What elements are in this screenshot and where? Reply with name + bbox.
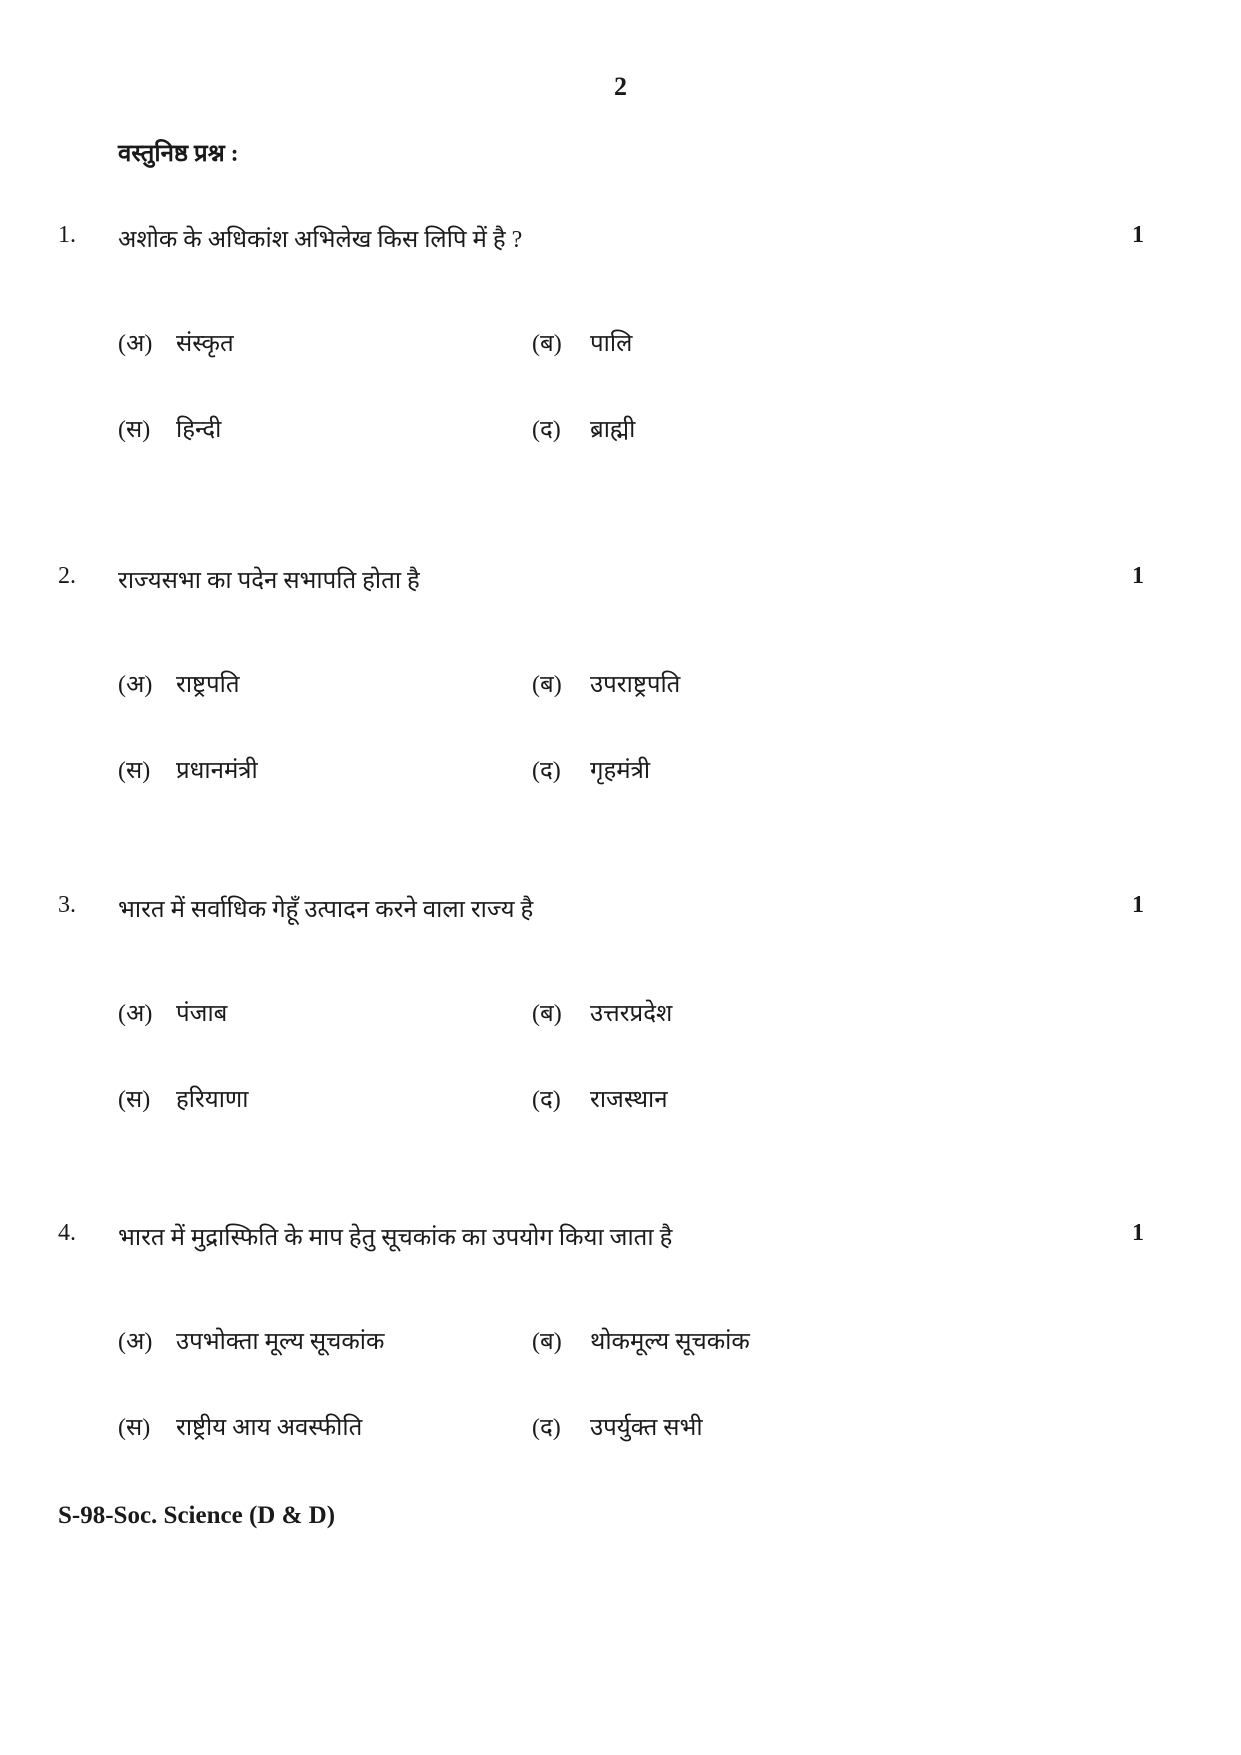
option-label: (अ) bbox=[118, 1329, 153, 1355]
option-label: (द) bbox=[532, 417, 561, 443]
option-label: (ब) bbox=[532, 1329, 562, 1355]
option-text: पालि bbox=[590, 331, 633, 357]
option-text: राष्ट्रपति bbox=[176, 672, 240, 698]
option-label: (द) bbox=[532, 1415, 561, 1441]
question-number: 3. bbox=[58, 892, 76, 918]
option-text: राष्ट्रीय आय अवस्फीति bbox=[176, 1415, 363, 1441]
question-4 bbox=[0, 1220, 1241, 1450]
option-d bbox=[532, 753, 650, 786]
question-marks: 1 bbox=[1132, 222, 1144, 248]
option-b bbox=[532, 326, 632, 359]
page-number: 2 bbox=[614, 72, 627, 101]
option-label: (अ) bbox=[118, 1001, 153, 1027]
option-label: (ब) bbox=[532, 1001, 562, 1027]
option-label: (स) bbox=[118, 1415, 151, 1441]
option-label: (अ) bbox=[118, 672, 153, 698]
option-a bbox=[118, 1324, 384, 1357]
option-text: उत्तरप्रदेश bbox=[590, 1001, 673, 1027]
question-marks: 1 bbox=[1132, 1220, 1144, 1246]
option-b bbox=[532, 996, 672, 1029]
options-list bbox=[0, 603, 1241, 793]
option-text: उपभोक्ता मूल्य सूचकांक bbox=[176, 1329, 385, 1355]
option-c bbox=[118, 1410, 362, 1443]
question-text: भारत में मुद्रास्फिति के माप हेतु सूचकांक का उपयोग किया जाता है bbox=[118, 1225, 673, 1251]
options-list bbox=[0, 1260, 1241, 1450]
question-number: 4. bbox=[58, 1220, 76, 1246]
option-a bbox=[118, 667, 240, 700]
footer-paper-code: S-98-Soc. Science (D & D) bbox=[58, 1502, 336, 1529]
question-number: 1. bbox=[58, 222, 76, 248]
option-b bbox=[532, 667, 680, 700]
options-list bbox=[0, 262, 1241, 452]
option-label: (स) bbox=[118, 1087, 151, 1113]
option-text: ब्राह्मी bbox=[590, 417, 636, 443]
option-text: थोकमूल्य सूचकांक bbox=[590, 1329, 750, 1355]
option-c bbox=[118, 753, 258, 786]
option-a bbox=[118, 326, 234, 359]
option-d bbox=[532, 1082, 668, 1115]
option-b bbox=[532, 1324, 750, 1357]
option-text: हिन्दी bbox=[176, 417, 222, 443]
option-d bbox=[532, 1410, 703, 1443]
option-c bbox=[118, 412, 221, 445]
option-text: गृहमंत्री bbox=[590, 758, 651, 784]
option-c bbox=[118, 1082, 248, 1115]
question-3 bbox=[0, 892, 1241, 1122]
option-text: हरियाणा bbox=[176, 1087, 249, 1113]
option-text: प्रधानमंत्री bbox=[176, 758, 258, 784]
option-text: पंजाब bbox=[176, 1001, 228, 1027]
option-text: उपराष्ट्रपति bbox=[590, 672, 681, 698]
question-1 bbox=[0, 222, 1241, 452]
question-number: 2. bbox=[58, 563, 76, 589]
option-text: राजस्थान bbox=[590, 1087, 668, 1113]
question-text: राज्यसभा का पदेन सभापति होता है bbox=[118, 568, 420, 594]
option-label: (ब) bbox=[532, 672, 562, 698]
option-d bbox=[532, 412, 635, 445]
option-a bbox=[118, 996, 227, 1029]
question-2 bbox=[0, 563, 1241, 793]
option-label: (द) bbox=[532, 1087, 561, 1113]
option-text: संस्कृत bbox=[176, 331, 234, 357]
options-list bbox=[0, 932, 1241, 1122]
option-text: उपर्युक्त सभी bbox=[590, 1415, 703, 1441]
option-label: (अ) bbox=[118, 331, 153, 357]
question-marks: 1 bbox=[1132, 563, 1144, 589]
option-label: (ब) bbox=[532, 331, 562, 357]
option-label: (स) bbox=[118, 417, 151, 443]
option-label: (स) bbox=[118, 758, 151, 784]
option-label: (द) bbox=[532, 758, 561, 784]
question-marks: 1 bbox=[1132, 892, 1144, 918]
section-title: वस्तुनिष्ठ प्रश्न : bbox=[118, 141, 239, 167]
question-text: भारत में सर्वाधिक गेहूँ उत्पादन करने वाला राज्य है bbox=[118, 897, 534, 923]
question-text: अशोक के अधिकांश अभिलेख किस लिपि में है ? bbox=[118, 227, 523, 253]
